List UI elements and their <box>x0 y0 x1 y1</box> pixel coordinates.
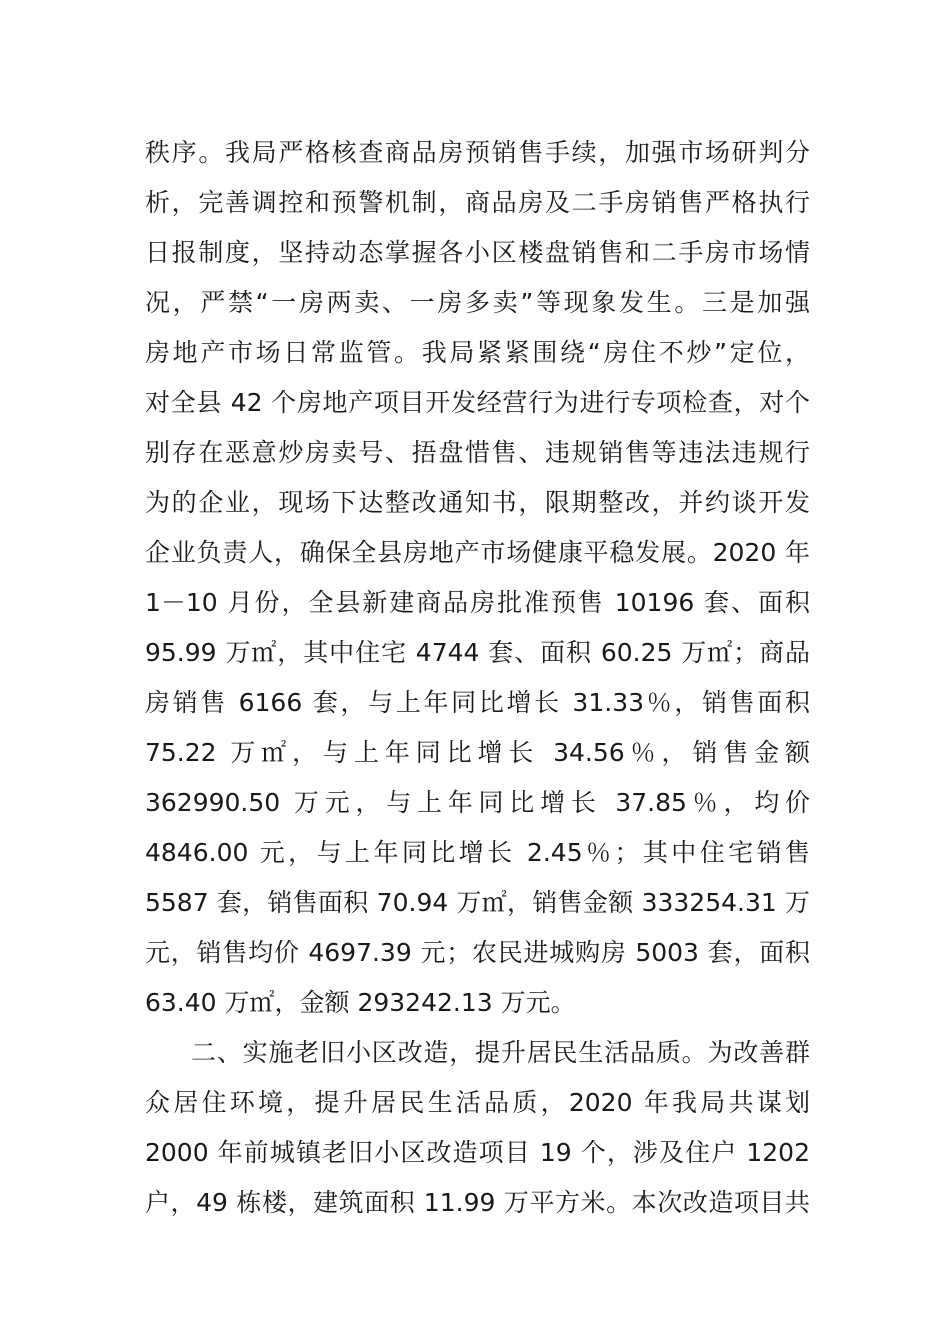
text-line: 63.40 万㎡，金额 293242.13 万元。 <box>145 988 576 1017</box>
text-line: 二、实施老旧小区改造，提升居民生活品质。为改善群 <box>191 1038 810 1067</box>
text-line: 元，销售均价 4697.39 元；农民进城购房 5003 套，面积 <box>145 938 810 967</box>
text-line: 析，完善调控和预警机制，商品房及二手房销售严格执行 <box>145 188 810 217</box>
text-line: 房地产市场日常监管。我局紧紧围绕“房住不炒”定位， <box>145 338 810 367</box>
text-line: 日报制度，坚持动态掌握各小区楼盘销售和二手房市场情 <box>145 238 810 267</box>
text-line: 为的企业，现场下达整改通知书，限期整改，并约谈开发 <box>145 488 810 517</box>
text-line: 房销售 6166 套，与上年同比增长 31.33％，销售面积 <box>145 688 810 717</box>
text-line: 众居住环境，提升居民生活品质，2020 年我局共谋划 <box>145 1088 810 1117</box>
text-line: 况，严禁“一房两卖、一房多卖”等现象发生。三是加强 <box>145 288 810 317</box>
text-line: 别存在恶意炒房卖号、捂盘惜售、违规销售等违法违规行 <box>145 438 810 467</box>
paragraph-2 <box>145 1028 810 1228</box>
body-text <box>145 128 810 1228</box>
text-line: 75.22 万㎡，与上年同比增长 34.56％，销售金额 <box>145 738 810 767</box>
text-line: 5587 套，销售面积 70.94 万㎡，销售金额 333254.31 万 <box>145 888 810 917</box>
text-line: 企业负责人，确保全县房地产市场健康平稳发展。2020 年 <box>145 538 810 567</box>
text-line: 4846.00 元，与上年同比增长 2.45％；其中住宅销售 <box>145 838 810 867</box>
text-line: 95.99 万㎡，其中住宅 4744 套、面积 60.25 万㎡；商品 <box>145 638 810 667</box>
text-line: 对全县 42 个房地产项目开发经营行为进行专项检查，对个 <box>145 388 810 417</box>
paragraph-1 <box>145 128 810 1028</box>
text-line: 秩序。我局严格核查商品房预销售手续，加强市场研判分 <box>145 138 810 167</box>
text-line: 362990.50 万元，与上年同比增长 37.85％，均价 <box>145 788 810 817</box>
text-line: 2000 年前城镇老旧小区改造项目 19 个，涉及住户 1202 <box>145 1138 810 1167</box>
text-line: 户，49 栋楼，建筑面积 11.99 万平方米。本次改造项目共 <box>145 1188 810 1217</box>
text-line: 1－10 月份，全县新建商品房批准预售 10196 套、面积 <box>145 588 810 617</box>
